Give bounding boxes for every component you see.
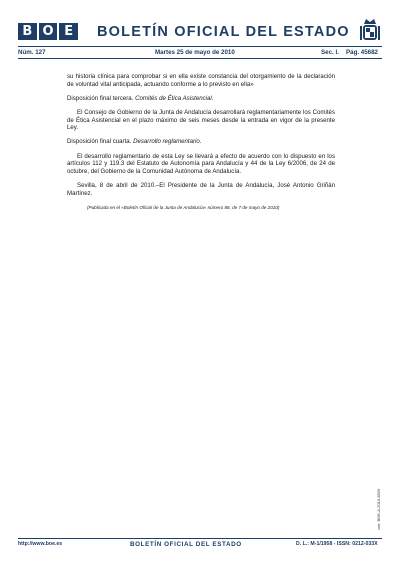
publication-note: (Publicada en el «Boletín Oficial de la Junta de Andalucía» número 88, de 7 de mayo de 2010) bbox=[87, 204, 280, 210]
provision-text: El Consejo de Gobierno de la Junta de Andalucía desarrollará reglamentariamente los Comités de Ética Asistencial en el plazo máximo de seis meses desde la entrada en vigor de la presente Ley. bbox=[67, 108, 335, 132]
issue-date: Martes 25 de mayo de 2010 bbox=[155, 49, 235, 56]
provision-label: Disposición final cuarta. bbox=[67, 138, 132, 146]
logo-letter-e: E bbox=[59, 23, 78, 40]
logo-letter-o: O bbox=[39, 23, 58, 40]
logo-letter-b: B bbox=[18, 23, 37, 40]
coat-of-arms-icon bbox=[360, 18, 380, 44]
document-body bbox=[67, 73, 335, 218]
header-rule-bottom bbox=[18, 58, 382, 59]
provision-heading bbox=[67, 95, 335, 103]
page-title: BOLETÍN OFICIAL DEL ESTADO bbox=[97, 24, 350, 40]
continued-paragraph: su historia clínica para comprobar si en ella existe constancia del otorgamiento de la declaración de voluntad vital anticipada, actuando conforme a lo previsto en ella» bbox=[67, 73, 335, 88]
verification-code bbox=[376, 440, 382, 530]
footer-rule bbox=[18, 538, 382, 539]
provision-heading bbox=[67, 138, 335, 146]
page-number: Pág. 45682 bbox=[346, 49, 378, 56]
provision-title: Comités de Ética Asistencial. bbox=[135, 94, 214, 102]
provision-label: Disposición final tercera. bbox=[67, 94, 134, 102]
header-rule-top bbox=[18, 46, 382, 47]
verification-code-text: cve: BOE-A-2010-8326 bbox=[376, 488, 381, 530]
footer-url[interactable]: http://www.boe.es bbox=[18, 541, 63, 547]
signature-block: Sevilla, 8 de abril de 2010.–El Presidente de la Junta de Andalucía, José Antonio Griñán Martínez. bbox=[67, 181, 335, 197]
boe-logo bbox=[18, 23, 78, 40]
footer-legal: D. L.: M-1/1958 - ISSN: 0212-033X bbox=[296, 541, 378, 547]
issue-number: Núm. 127 bbox=[18, 49, 46, 56]
provision-text: El desarrollo reglamentario de esta Ley se llevará a efecto de acuerdo con lo dispuesto en los artículos 112 y 119.3 del Estatuto de Autonomía para Andalucía y 44 de la Ley 6/2006, de 24 de octubre, del Gobierno de la Comunidad Autónoma de Andalucía. bbox=[67, 152, 335, 175]
section-label: Sec. I. bbox=[321, 49, 339, 56]
footer-title: BOLETÍN OFICIAL DEL ESTADO bbox=[130, 541, 242, 548]
provision-title: Desarrollo reglamentario. bbox=[133, 138, 202, 146]
